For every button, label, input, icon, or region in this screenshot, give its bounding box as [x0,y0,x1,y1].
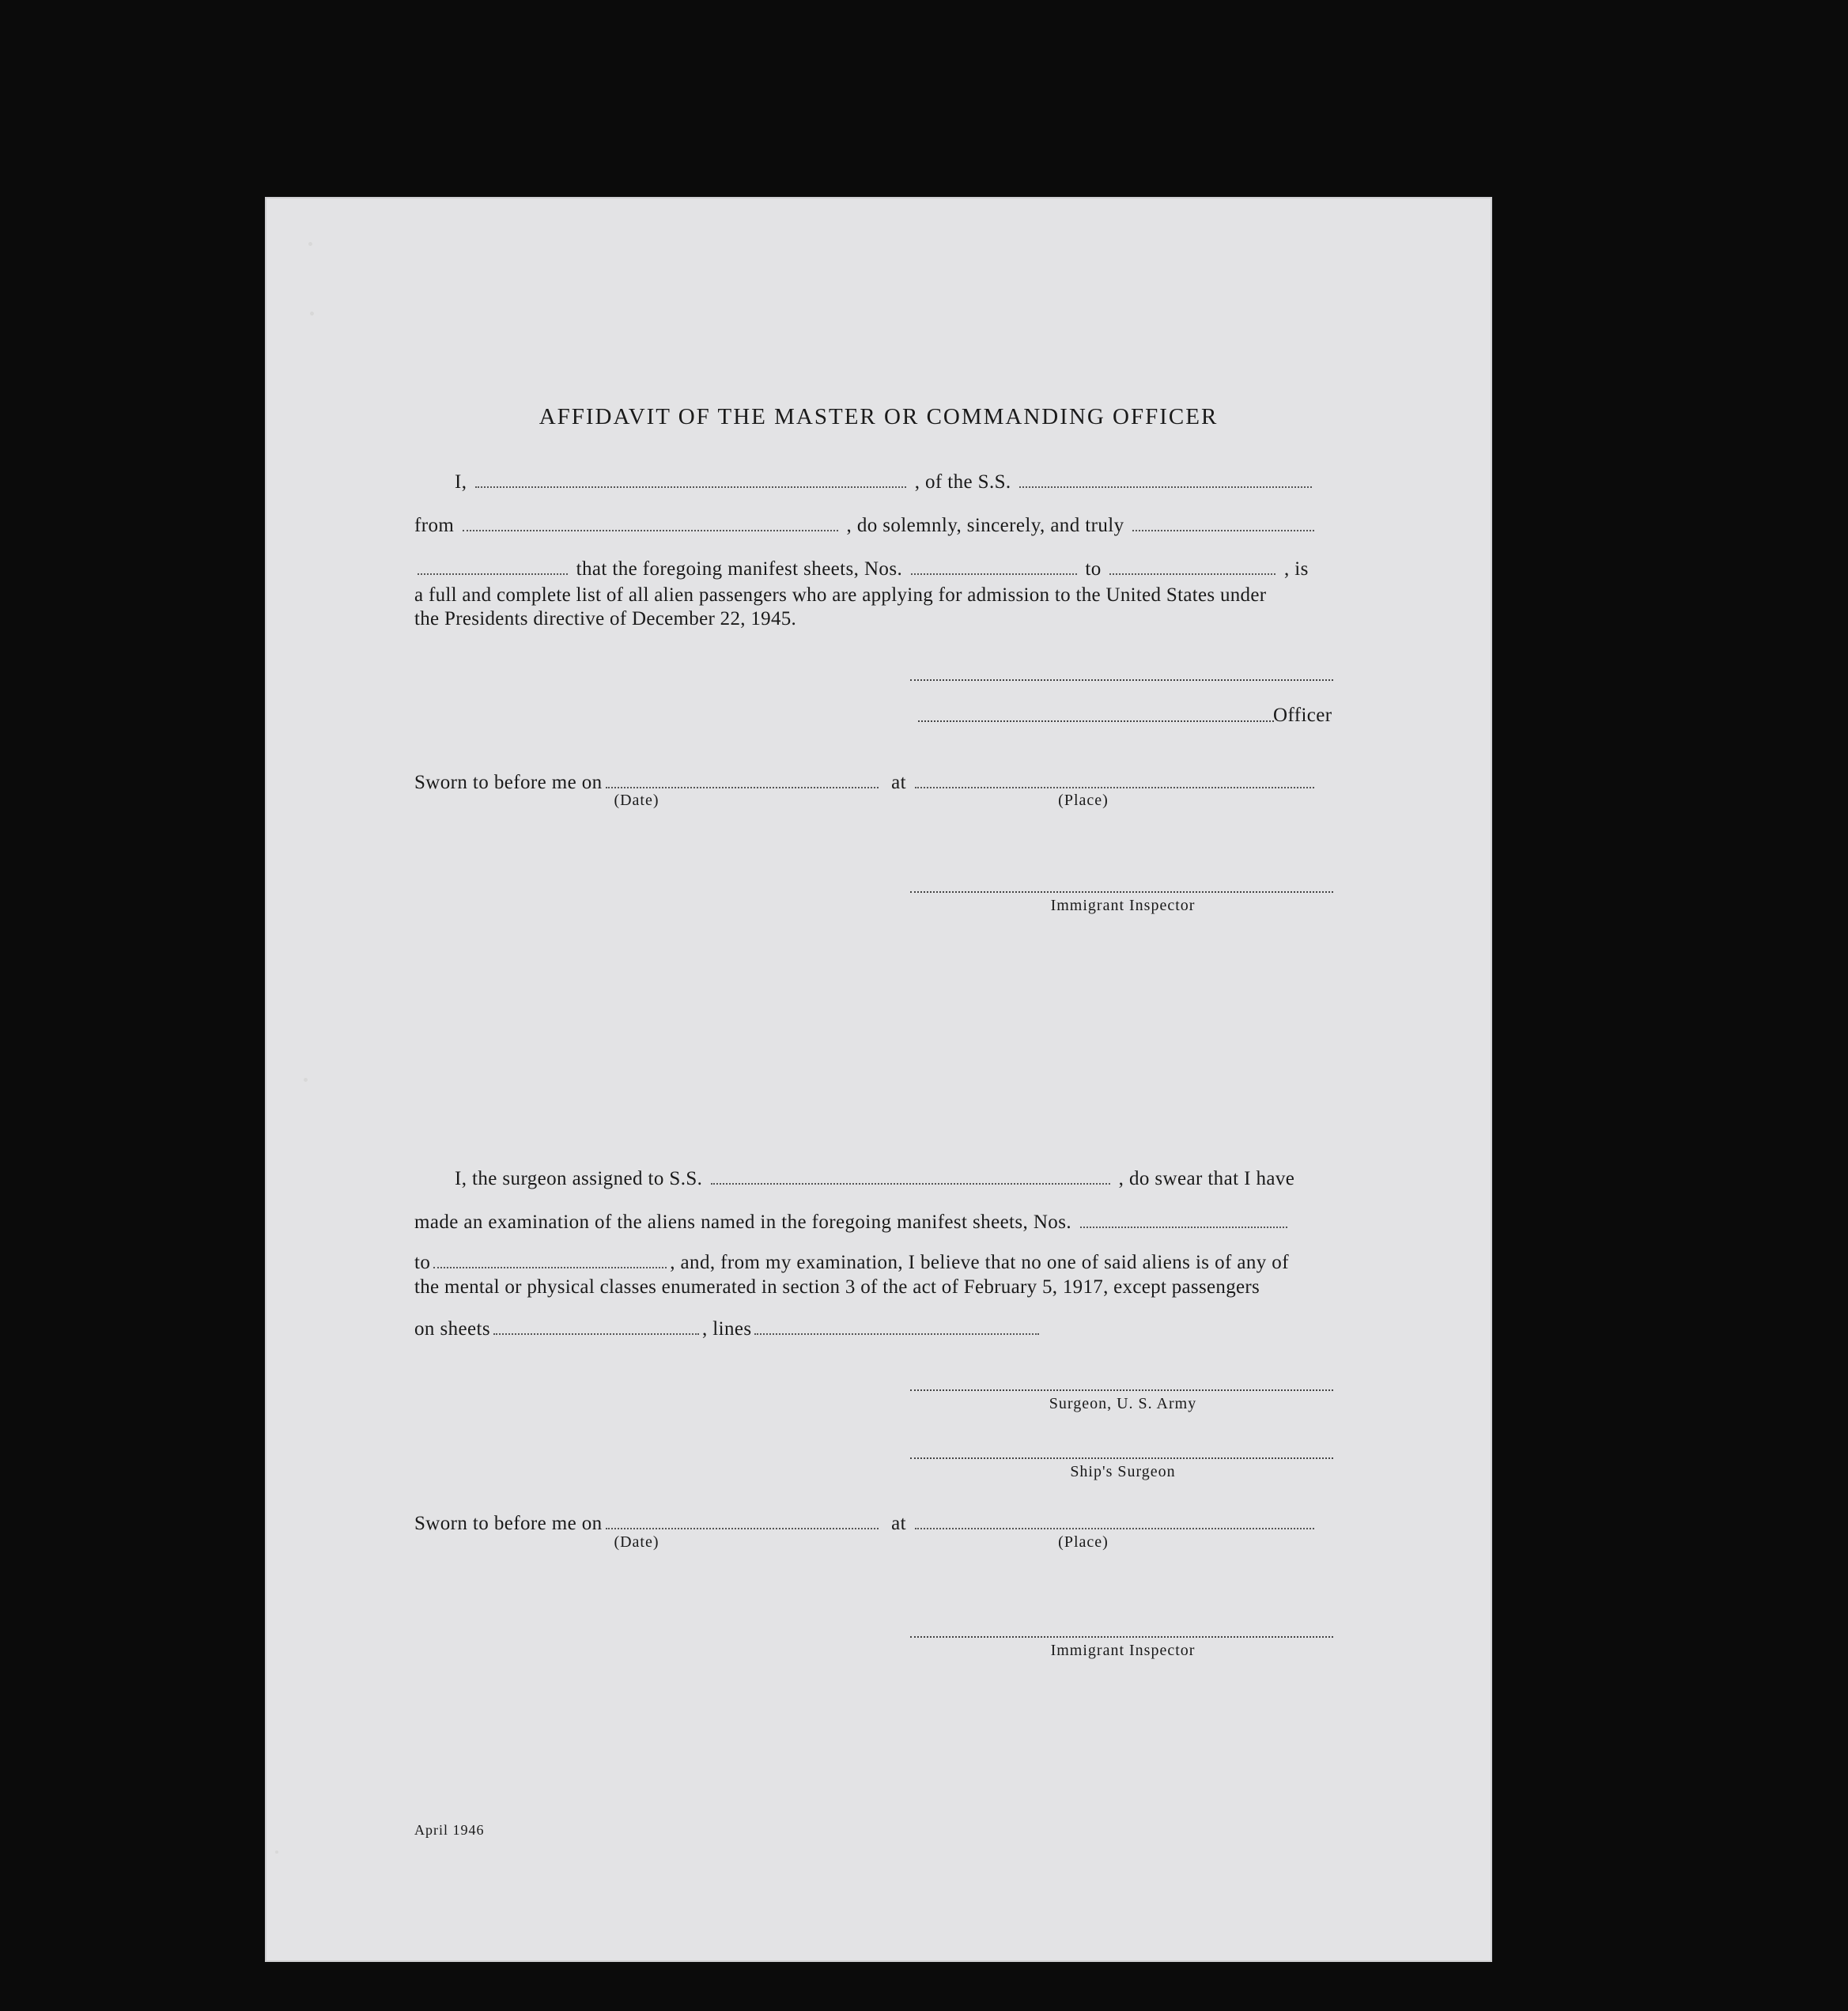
master-sworn-date-field[interactable] [606,787,879,788]
surgeon-line-1 [455,1168,1294,1190]
surgeon-lines-label: , lines [701,1318,752,1340]
form-date-footer: April 1946 [414,1822,485,1838]
surgeon-statement-line-4: the mental or physical classes enumerated in section 3 of the act of February 5, 1917, except passengers [414,1276,1260,1298]
officer-label: Officer [1273,705,1332,726]
surgeon-line-5 [414,1318,1042,1340]
master-manner-field[interactable] [1132,530,1314,531]
surgeon-sheets-field[interactable] [493,1333,699,1335]
master-inspector-caption: Immigrant Inspector [1050,897,1196,914]
master-verb-field[interactable] [418,573,568,575]
master-date-caption: (Date) [614,792,659,809]
scan-speck [275,1850,278,1854]
surgeon-belief-label: , and, from my examination, I believe that no one of said aliens is of any of [670,1252,1289,1273]
master-ship-field[interactable] [1019,486,1312,488]
master-name-field[interactable] [475,486,906,488]
master-sworn-line [414,772,1317,794]
master-is-label: , is [1283,558,1309,580]
master-from-field[interactable] [463,530,838,531]
surgeon-sworn-date-field[interactable] [606,1528,879,1529]
scan-speck [308,242,312,246]
surgeon-assigned-label: I, the surgeon assigned to S.S. [455,1168,703,1189]
surgeon-examination-label: made an examination of the aliens named in the foregoing manifest sheets, Nos. [414,1212,1071,1233]
master-statement-line-4: a full and complete list of all alien passengers who are applying for admission to the United States under [414,584,1267,606]
master-inspector-signature-line[interactable] [910,891,1333,893]
master-from-label: from [414,515,455,536]
master-line-1 [455,471,1315,493]
surgeon-to-label: to [414,1252,431,1273]
surgeon-sworn-line [414,1513,1317,1535]
surgeon-nos-to-field[interactable] [433,1267,667,1268]
army-surgeon-caption: Surgeon, U. S. Army [1049,1395,1197,1412]
ships-surgeon-signature-line[interactable] [910,1457,1333,1459]
master-nos-to-field[interactable] [1109,573,1275,575]
officer-signature-line[interactable] [918,720,1274,722]
ships-surgeon-caption: Ship's Surgeon [1070,1463,1176,1480]
surgeon-nos-from-field[interactable] [1080,1227,1287,1228]
master-line-2 [414,515,1317,537]
surgeon-line-3 [414,1252,1289,1274]
surgeon-place-caption: (Place) [1058,1533,1109,1551]
surgeon-sworn-label: Sworn to before me on [414,1513,603,1534]
scan-speck [304,1078,308,1082]
scan-speck [310,312,314,316]
surgeon-at-label: at [891,1513,907,1534]
army-surgeon-signature-line[interactable] [910,1389,1333,1391]
surgeon-sworn-place-field[interactable] [915,1528,1314,1529]
surgeon-date-caption: (Date) [614,1533,659,1551]
master-place-caption: (Place) [1058,792,1109,809]
master-sworn-label: Sworn to before me on [414,772,603,793]
master-i-label: I, [455,471,467,493]
surgeon-inspector-signature-line[interactable] [910,1636,1333,1638]
master-to-label: to [1085,558,1102,580]
surgeon-sheets-label: on sheets [414,1318,490,1340]
master-sworn-place-field[interactable] [915,787,1314,788]
master-statement-line-5: the Presidents directive of December 22, 1945. [414,608,797,629]
master-signature-line[interactable] [910,679,1333,681]
surgeon-swear-label: , do swear that I have [1118,1168,1295,1189]
master-nos-from-field[interactable] [911,573,1077,575]
master-of-ss-label: , of the S.S. [914,471,1011,493]
surgeon-ship-field[interactable] [711,1183,1110,1185]
form-title: AFFIDAVIT OF THE MASTER OR COMMANDING OFFICER [539,404,1219,429]
surgeon-lines-field[interactable] [754,1333,1039,1335]
master-line-3 [414,558,1309,580]
surgeon-inspector-caption: Immigrant Inspector [1050,1642,1196,1659]
master-swear-label: , do solemnly, sincerely, and truly [846,515,1124,536]
master-that-label: that the foregoing manifest sheets, Nos. [576,558,903,580]
surgeon-line-2 [414,1212,1291,1234]
form-page [265,197,1492,1962]
master-at-label: at [891,772,907,793]
